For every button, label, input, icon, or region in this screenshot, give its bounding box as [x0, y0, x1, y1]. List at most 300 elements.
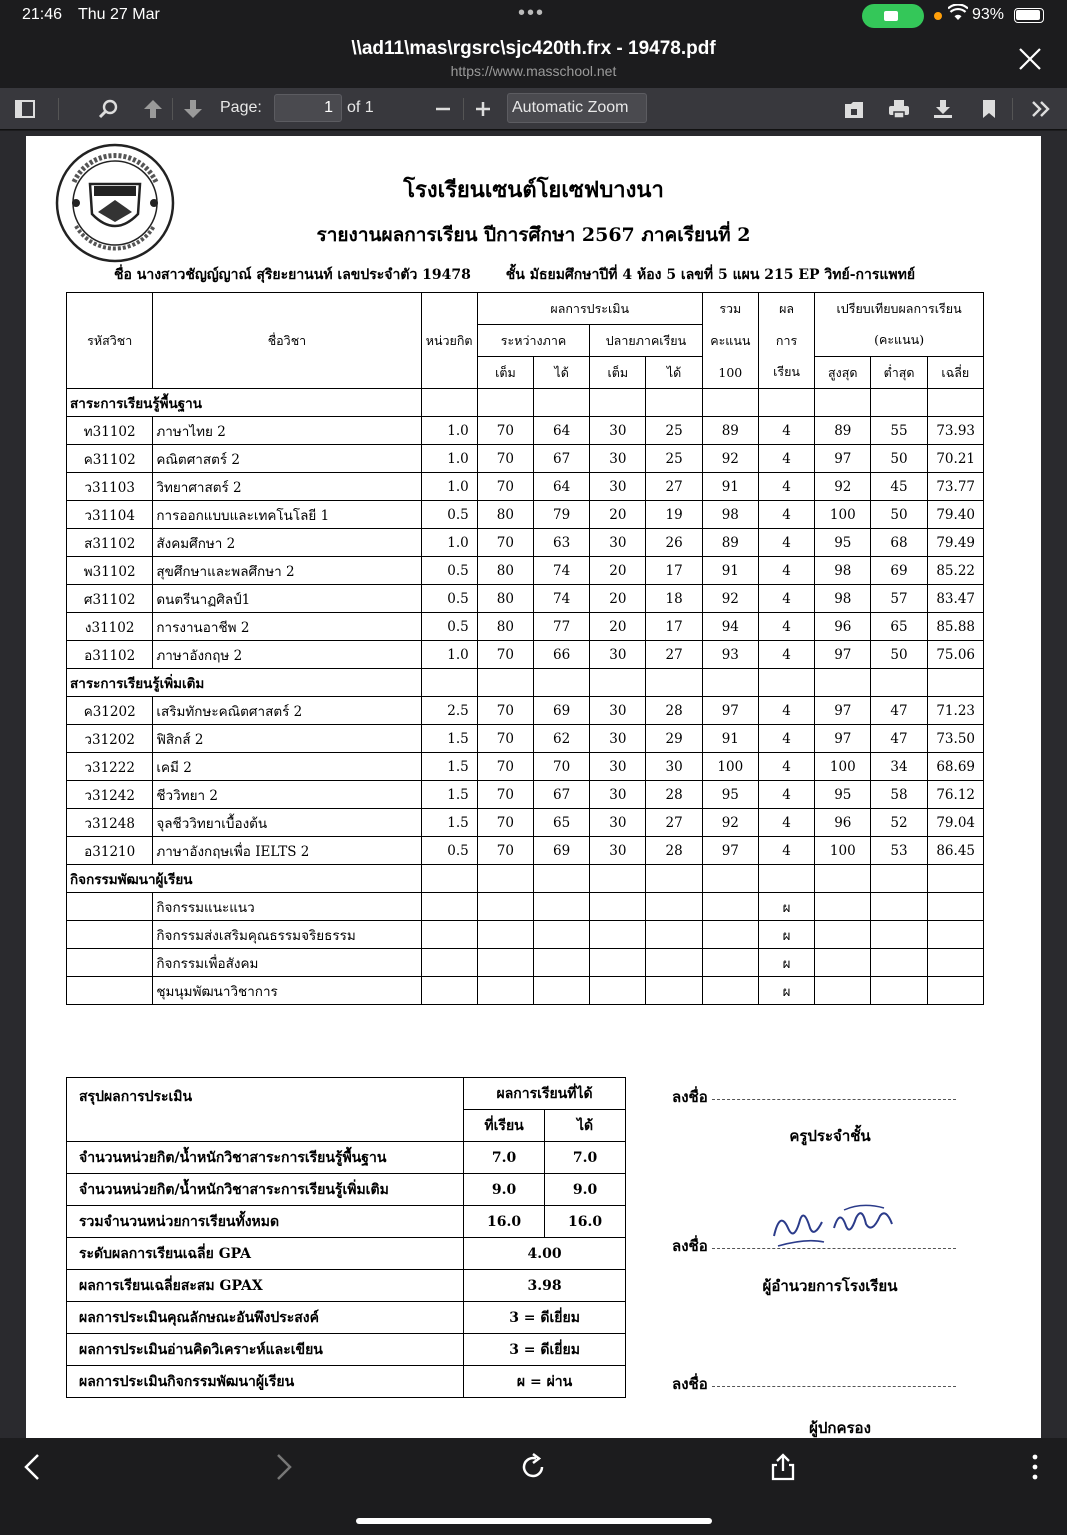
bookmark-icon[interactable] — [978, 98, 1000, 120]
cell-total: 100 — [702, 753, 758, 781]
cell-min: 58 — [871, 781, 927, 809]
cell-total: 97 — [702, 697, 758, 725]
empty-cell — [590, 893, 646, 921]
empty-cell — [758, 389, 814, 417]
empty-cell — [871, 977, 927, 1005]
subject-name: การออกแบบและเทคโนโลยี 1 — [153, 501, 421, 529]
summary-header-row — [67, 1078, 626, 1110]
pdf-toolbar — [0, 88, 1067, 130]
cell-avg: 73.50 — [927, 725, 983, 753]
cell-total: 92 — [702, 445, 758, 473]
cell-max: 100 — [815, 501, 871, 529]
subject-code: ค31202 — [67, 697, 153, 725]
search-icon[interactable] — [98, 98, 120, 120]
summary-got: 16.0 — [545, 1206, 626, 1238]
cell-min: 57 — [871, 585, 927, 613]
back-icon[interactable] — [18, 1452, 48, 1482]
cell-min: 47 — [871, 725, 927, 753]
empty-cell — [534, 865, 590, 893]
empty-cell — [421, 977, 477, 1005]
empty-cell — [421, 949, 477, 977]
empty-cell — [477, 865, 533, 893]
cell-credit: 1.0 — [421, 417, 477, 445]
cell-total: 98 — [702, 501, 758, 529]
empty-cell — [815, 389, 871, 417]
empty-cell — [646, 893, 702, 921]
summary-value: 3 = ดีเยี่ยม — [464, 1302, 626, 1334]
zoom-out-icon[interactable] — [432, 98, 454, 120]
cell-mid-got: 64 — [534, 473, 590, 501]
sign-label: ลงชื่อ — [672, 1237, 708, 1255]
page-number-input[interactable] — [274, 94, 342, 122]
subject-code: ศ31102 — [67, 585, 153, 613]
cell-min: 34 — [871, 753, 927, 781]
table-row — [67, 921, 984, 949]
parent-caption: ผู้ปกครอง — [809, 1419, 871, 1437]
cell-mid-got: 70 — [534, 753, 590, 781]
cell-max: 100 — [815, 837, 871, 865]
cell-grade: 4 — [758, 725, 814, 753]
cell-credit: 1.5 — [421, 725, 477, 753]
subject-code: อ31210 — [67, 837, 153, 865]
toolbar-divider — [463, 98, 464, 120]
cell-mid-got: 79 — [534, 501, 590, 529]
cell-mid-got: 67 — [534, 445, 590, 473]
cell-max: 96 — [815, 809, 871, 837]
cell-credit: 2.5 — [421, 697, 477, 725]
empty-cell — [534, 977, 590, 1005]
header-midterm: ระหว่างภาค — [477, 325, 589, 357]
cell-credit: 1.0 — [421, 473, 477, 501]
cell-grade: 4 — [758, 473, 814, 501]
subject-name: วิทยาศาสตร์ 2 — [153, 473, 421, 501]
summary-label: ระดับผลการเรียนเฉลี่ย GPA — [67, 1238, 464, 1270]
subject-name: จุลชีววิทยาเบื้องต้น — [153, 809, 421, 837]
section-row — [67, 389, 984, 417]
empty-cell — [534, 669, 590, 697]
share-icon[interactable] — [768, 1452, 798, 1482]
cell-avg: 85.22 — [927, 557, 983, 585]
empty-cell — [421, 865, 477, 893]
next-page-icon[interactable] — [182, 98, 204, 120]
table-row — [67, 837, 984, 865]
cell-credit: 1.0 — [421, 641, 477, 669]
title-bar — [0, 32, 1067, 88]
cell-fin-got: 28 — [646, 781, 702, 809]
empty-cell — [590, 865, 646, 893]
summary-row — [67, 1270, 626, 1302]
student-info — [114, 264, 921, 286]
cell-fin-full: 30 — [590, 473, 646, 501]
empty-cell — [927, 977, 983, 1005]
subject-name: การงานอาชีพ 2 — [153, 613, 421, 641]
table-row — [67, 473, 984, 501]
cell-mid-got: 74 — [534, 585, 590, 613]
table-row — [67, 529, 984, 557]
cell-fin-got: 28 — [646, 697, 702, 725]
activity-result: ผ — [758, 949, 814, 977]
empty-cell — [927, 949, 983, 977]
cell-grade: 4 — [758, 809, 814, 837]
cell-fin-full: 20 — [590, 501, 646, 529]
homeroom-teacher-caption: ครูประจำชั้น — [789, 1127, 871, 1145]
empty-cell — [590, 921, 646, 949]
empty-cell — [67, 949, 153, 977]
empty-cell — [590, 949, 646, 977]
empty-cell — [871, 949, 927, 977]
student-class: ชั้น มัธยมศึกษาปีที่ 4 ห้อง 5 เลขที่ 5 แผน 215 EP วิทย์-การแพทย์ — [505, 267, 916, 283]
presentation-mode-icon[interactable] — [843, 98, 865, 120]
header-total-3: 100 — [702, 357, 758, 389]
student-name: ชื่อ นางสาวชัญญ์ญาณ์ สุริยะยานนท์ เลขประจำตัว 19478 — [114, 267, 471, 283]
cell-avg: 71.23 — [927, 697, 983, 725]
cell-max: 97 — [815, 697, 871, 725]
cell-mid-full: 70 — [477, 697, 533, 725]
header-subject: ชื่อวิชา — [153, 293, 421, 389]
cell-total: 89 — [702, 529, 758, 557]
summary-row — [67, 1238, 626, 1270]
summary-table — [66, 1077, 626, 1398]
table-row — [67, 725, 984, 753]
previous-page-icon[interactable] — [142, 98, 164, 120]
cell-fin-got: 17 — [646, 557, 702, 585]
activity-name: กิจกรรมส่งเสริมคุณธรรมจริยธรรม — [153, 921, 421, 949]
cell-fin-full: 30 — [590, 529, 646, 557]
cell-mid-got: 69 — [534, 837, 590, 865]
subject-name: ภาษาไทย 2 — [153, 417, 421, 445]
header-max: สูงสุด — [815, 357, 871, 389]
activity-result: ผ — [758, 893, 814, 921]
summary-studied: 7.0 — [464, 1142, 545, 1174]
cell-mid-full: 80 — [477, 557, 533, 585]
subject-code: ว31202 — [67, 725, 153, 753]
cell-avg: 85.88 — [927, 613, 983, 641]
summary-row — [67, 1366, 626, 1398]
cell-min: 45 — [871, 473, 927, 501]
cell-fin-full: 30 — [590, 417, 646, 445]
cell-mid-full: 70 — [477, 781, 533, 809]
subject-code: ค31102 — [67, 445, 153, 473]
cell-grade: 4 — [758, 697, 814, 725]
cell-fin-got: 17 — [646, 613, 702, 641]
print-icon[interactable] — [888, 98, 910, 120]
cell-fin-full: 30 — [590, 725, 646, 753]
cell-mid-got: 64 — [534, 417, 590, 445]
cell-fin-full: 30 — [590, 809, 646, 837]
empty-cell — [421, 669, 477, 697]
subject-code: ว31222 — [67, 753, 153, 781]
empty-cell — [815, 921, 871, 949]
cell-mid-got: 74 — [534, 557, 590, 585]
cell-avg: 79.49 — [927, 529, 983, 557]
cell-max: 100 — [815, 753, 871, 781]
empty-cell — [67, 977, 153, 1005]
cell-fin-got: 27 — [646, 641, 702, 669]
cell-avg: 73.77 — [927, 473, 983, 501]
table-row — [67, 445, 984, 473]
cell-min: 68 — [871, 529, 927, 557]
cell-fin-full: 20 — [590, 557, 646, 585]
cell-grade: 4 — [758, 445, 814, 473]
empty-cell — [815, 865, 871, 893]
cell-fin-full: 30 — [590, 781, 646, 809]
cell-grade: 4 — [758, 501, 814, 529]
cell-fin-full: 30 — [590, 697, 646, 725]
subject-code: ว31242 — [67, 781, 153, 809]
cell-fin-got: 18 — [646, 585, 702, 613]
activity-name: กิจกรรมเพื่อสังคม — [153, 949, 421, 977]
cell-credit: 0.5 — [421, 837, 477, 865]
cell-max: 98 — [815, 585, 871, 613]
header-fin-got: ได้ — [646, 357, 702, 389]
mic-indicator-icon — [934, 12, 942, 20]
reload-icon[interactable] — [518, 1452, 548, 1482]
empty-cell — [815, 669, 871, 697]
empty-cell — [646, 669, 702, 697]
cell-avg: 86.45 — [927, 837, 983, 865]
cell-credit: 1.5 — [421, 753, 477, 781]
subject-name: เสริมทักษะคณิตศาสตร์ 2 — [153, 697, 421, 725]
cell-max: 97 — [815, 445, 871, 473]
table-row — [67, 501, 984, 529]
summary-title: สรุปผลการประเมิน — [67, 1078, 464, 1142]
pdf-viewer[interactable] — [0, 131, 1067, 1438]
cell-fin-got: 27 — [646, 809, 702, 837]
cell-mid-got: 67 — [534, 781, 590, 809]
table-row — [67, 753, 984, 781]
cell-mid-full: 80 — [477, 501, 533, 529]
subject-code: ง31102 — [67, 613, 153, 641]
empty-cell — [702, 865, 758, 893]
cell-mid-got: 63 — [534, 529, 590, 557]
zoom-select[interactable]: Automatic Zoom — [507, 93, 647, 123]
subject-name: ฟิสิกส์ 2 — [153, 725, 421, 753]
cell-mid-full: 70 — [477, 725, 533, 753]
summary-row — [67, 1334, 626, 1366]
cell-avg: 70.21 — [927, 445, 983, 473]
subject-name: คณิตศาสตร์ 2 — [153, 445, 421, 473]
cell-credit: 1.5 — [421, 809, 477, 837]
toolbar-divider — [1012, 98, 1013, 120]
multitasking-dots-icon[interactable]: ••• — [518, 2, 546, 24]
cell-fin-full: 20 — [590, 585, 646, 613]
cell-grade: 4 — [758, 837, 814, 865]
forward-icon[interactable] — [268, 1452, 298, 1482]
cell-fin-got: 29 — [646, 725, 702, 753]
activity-result: ผ — [758, 921, 814, 949]
director-caption: ผู้อำนวยการโรงเรียน — [762, 1277, 898, 1295]
signature-line — [712, 1099, 956, 1100]
summary-result-header: ผลการเรียนที่ได้ — [464, 1078, 626, 1110]
empty-cell — [646, 949, 702, 977]
header-compare-2: (คะแนน) — [815, 325, 984, 357]
cell-grade: 4 — [758, 613, 814, 641]
empty-cell — [702, 893, 758, 921]
summary-label: รวมจำนวนหน่วยการเรียนทั้งหมด — [67, 1206, 464, 1238]
summary-label: จำนวนหน่วยกิต/น้ำหนักวิชาสาระการเรียนรู้เพิ่มเติม — [67, 1174, 464, 1206]
cell-credit: 1.5 — [421, 781, 477, 809]
header-result-2: การ — [758, 325, 814, 357]
facetime-indicator-icon[interactable] — [862, 4, 924, 28]
summary-value: 3 = ดีเยี่ยม — [464, 1334, 626, 1366]
pdf-page — [26, 136, 1041, 1438]
cell-avg: 75.06 — [927, 641, 983, 669]
cell-mid-got: 65 — [534, 809, 590, 837]
subject-code: ว31103 — [67, 473, 153, 501]
cell-avg: 76.12 — [927, 781, 983, 809]
download-icon[interactable] — [932, 98, 954, 120]
zoom-in-icon[interactable] — [472, 98, 494, 120]
status-bar — [0, 0, 1067, 32]
cell-credit: 0.5 — [421, 613, 477, 641]
empty-cell — [871, 669, 927, 697]
cell-max: 97 — [815, 641, 871, 669]
subject-code: อ31102 — [67, 641, 153, 669]
table-row — [67, 949, 984, 977]
empty-cell — [871, 389, 927, 417]
cell-avg: 68.69 — [927, 753, 983, 781]
battery-percentage: 93% — [972, 6, 1005, 23]
document-title: \\ad11\mas\rgsrc\sjc420th.frx - 19478.pdf — [351, 38, 716, 59]
cell-total: 91 — [702, 725, 758, 753]
empty-cell — [702, 389, 758, 417]
cell-avg: 79.40 — [927, 501, 983, 529]
signature-line — [712, 1386, 956, 1387]
cell-mid-got: 66 — [534, 641, 590, 669]
table-row — [67, 893, 984, 921]
empty-cell — [646, 977, 702, 1005]
cell-total: 94 — [702, 613, 758, 641]
header-assessment: ผลการประเมิน — [477, 293, 702, 325]
home-indicator[interactable] — [356, 1518, 712, 1524]
table-row — [67, 585, 984, 613]
empty-cell — [702, 977, 758, 1005]
cell-mid-full: 70 — [477, 445, 533, 473]
subject-code: ส31102 — [67, 529, 153, 557]
subject-code: ท31102 — [67, 417, 153, 445]
cell-credit: 1.0 — [421, 445, 477, 473]
section-title: กิจกรรมพัฒนาผู้เรียน — [67, 865, 422, 893]
cell-grade: 4 — [758, 417, 814, 445]
empty-cell — [534, 921, 590, 949]
cell-avg: 73.93 — [927, 417, 983, 445]
cell-mid-full: 70 — [477, 809, 533, 837]
cell-fin-full: 30 — [590, 753, 646, 781]
subject-code: ว31104 — [67, 501, 153, 529]
subject-name: สังคมศึกษา 2 — [153, 529, 421, 557]
cell-total: 91 — [702, 557, 758, 585]
sidebar-toggle-icon[interactable] — [14, 98, 36, 120]
empty-cell — [477, 389, 533, 417]
cell-min: 53 — [871, 837, 927, 865]
cell-min: 55 — [871, 417, 927, 445]
cell-total: 92 — [702, 585, 758, 613]
cell-credit: 0.5 — [421, 557, 477, 585]
page-label: Page: — [220, 99, 262, 116]
cell-mid-full: 70 — [477, 473, 533, 501]
more-options-icon[interactable] — [1020, 1452, 1050, 1482]
summary-label: ผลการประเมินอ่านคิดวิเคราะห์และเขียน — [67, 1334, 464, 1366]
empty-cell — [534, 893, 590, 921]
header-fin-full: เต็ม — [590, 357, 646, 389]
subject-name: ภาษาอังกฤษเพื่อ IELTS 2 — [153, 837, 421, 865]
empty-cell — [534, 389, 590, 417]
header-total-2: คะแนน — [702, 325, 758, 357]
cell-min: 50 — [871, 445, 927, 473]
table-row — [67, 697, 984, 725]
empty-cell — [815, 977, 871, 1005]
empty-cell — [477, 977, 533, 1005]
cell-total: 89 — [702, 417, 758, 445]
summary-label: ผลการเรียนเฉลี่ยสะสม GPAX — [67, 1270, 464, 1302]
header-final: ปลายภาคเรียน — [590, 325, 702, 357]
empty-cell — [421, 389, 477, 417]
close-icon[interactable] — [1017, 46, 1043, 72]
cell-min: 47 — [871, 697, 927, 725]
cell-min: 50 — [871, 641, 927, 669]
header-code: รหัสวิชา — [67, 293, 153, 389]
document-url: https://www.masschool.net — [450, 63, 617, 79]
cell-fin-full: 30 — [590, 837, 646, 865]
empty-cell — [477, 669, 533, 697]
cell-credit: 0.5 — [421, 585, 477, 613]
header-mid-got: ได้ — [534, 357, 590, 389]
cell-max: 97 — [815, 725, 871, 753]
empty-cell — [477, 949, 533, 977]
empty-cell — [590, 977, 646, 1005]
cell-fin-full: 20 — [590, 613, 646, 641]
grades-table — [66, 292, 984, 1005]
wifi-icon — [948, 4, 968, 27]
cell-total: 91 — [702, 473, 758, 501]
status-time: 21:46 — [22, 6, 63, 23]
empty-cell — [702, 949, 758, 977]
director-signature-icon — [766, 1198, 906, 1250]
summary-value: 3.98 — [464, 1270, 626, 1302]
empty-cell — [758, 669, 814, 697]
table-row — [67, 781, 984, 809]
empty-cell — [534, 949, 590, 977]
cell-mid-full: 70 — [477, 529, 533, 557]
table-row — [67, 613, 984, 641]
empty-cell — [758, 865, 814, 893]
toolbar-divider — [172, 98, 173, 120]
cell-mid-got: 77 — [534, 613, 590, 641]
cell-fin-got: 26 — [646, 529, 702, 557]
report-title: รายงานผลการเรียน ปีการศึกษา 2567 ภาคเรียนที่ 2 — [316, 224, 751, 246]
battery-icon — [1014, 8, 1044, 23]
bottom-bar — [0, 1438, 1067, 1535]
cell-mid-full: 80 — [477, 613, 533, 641]
tools-menu-icon[interactable] — [1030, 98, 1052, 120]
cell-fin-got: 27 — [646, 473, 702, 501]
cell-avg: 79.04 — [927, 809, 983, 837]
table-row — [67, 641, 984, 669]
summary-label: ผลการประเมินกิจกรรมพัฒนาผู้เรียน — [67, 1366, 464, 1398]
empty-cell — [871, 865, 927, 893]
cell-mid-got: 69 — [534, 697, 590, 725]
cell-max: 98 — [815, 557, 871, 585]
cell-fin-full: 30 — [590, 641, 646, 669]
empty-cell — [702, 921, 758, 949]
header-compare: เปรียบเทียบผลการเรียน — [815, 293, 984, 325]
summary-studied-header: ที่เรียน — [464, 1110, 545, 1142]
subject-name: ภาษาอังกฤษ 2 — [153, 641, 421, 669]
cell-grade: 4 — [758, 529, 814, 557]
cell-mid-got: 62 — [534, 725, 590, 753]
cell-min: 65 — [871, 613, 927, 641]
cell-credit: 1.0 — [421, 529, 477, 557]
